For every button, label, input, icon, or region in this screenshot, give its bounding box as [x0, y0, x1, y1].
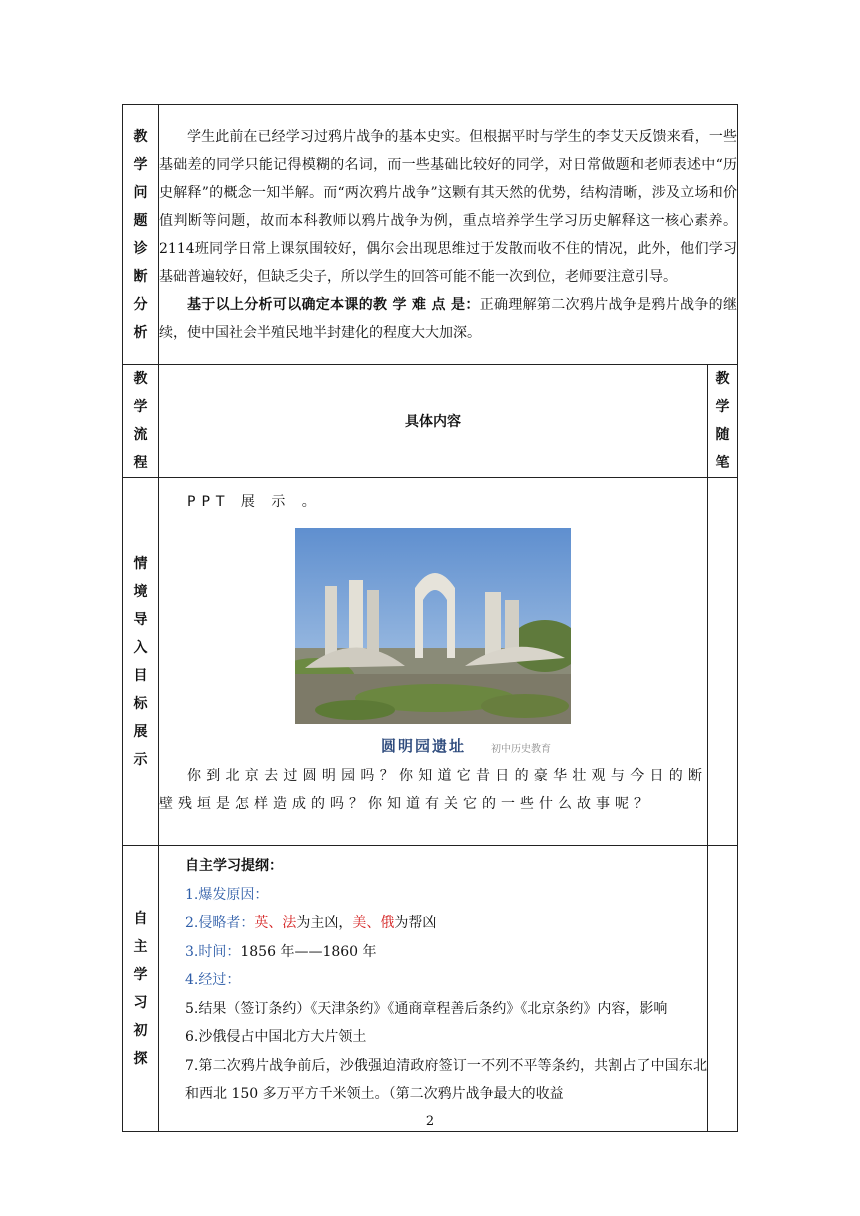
item2-usa: 美: [352, 915, 367, 931]
label-char: 主: [133, 938, 148, 955]
ppt-intro: PPT 展 示 。: [187, 494, 322, 510]
label-char: 问: [133, 184, 148, 201]
item2-sep: 、: [268, 915, 283, 931]
label-char: 入: [133, 639, 148, 656]
notes-cell: [708, 478, 738, 846]
outline-item-4: 4.经过：: [185, 972, 241, 988]
scenario-label: [123, 478, 159, 846]
image-caption-strip: [295, 724, 571, 758]
difficulty-lead: 基于以上分析可以确定本课的教 学 难 点 是：: [187, 296, 480, 313]
image-watermark: 初中历史教育: [491, 744, 551, 755]
diagnosis-paragraph: 学生此前在已经学习过鸦片战争的基本史实。但根据平时与学生的李艾天反馈来看，一些基础差的同学只能记得模糊的名词，而一些基础比较好的同学，对日常做题和老师表述中“历史解释”的概念一知半解。而“两次鸦片战争”这颗有其天然的优势，结构清晰，涉及立场和价值判断等问题，故而本科教师以鸦片战争为例，重点培养学生学习历史解释这一核心素养。2114班同学日常上课氛围较好，偶尔会出现思维过于发散而收不住的情况，此外，他们学习基础普遍较好，但缺乏尖子，所以学生的回答可能不能一次到位，老师要注意引导。: [159, 128, 737, 285]
label-char: 境: [133, 583, 148, 600]
outline-item-5: 5.结果（签订条约）《天津条约》《通商章程善后条约》《北京条约》内容，影响: [185, 1000, 668, 1017]
diagnosis-content: [159, 105, 738, 365]
label-char: 目: [133, 667, 148, 684]
label-char: 流: [133, 427, 148, 443]
label-char: 教: [133, 371, 148, 387]
item2-mid: 为主凶，: [296, 915, 353, 931]
header-row: [123, 365, 738, 478]
ruins-photo: [295, 528, 571, 724]
label-char: 笔: [715, 455, 730, 471]
scenario-content: [159, 478, 708, 846]
label-char: 探: [133, 1050, 148, 1067]
item2-sep: 、: [366, 915, 381, 931]
label-char: 学: [133, 399, 148, 415]
outline-title: 自主学习提纲：: [185, 858, 283, 874]
label-char: 情: [133, 555, 148, 572]
label-char: 展: [133, 723, 148, 740]
scenario-row: [123, 478, 738, 846]
yuanmingyuan-image: [295, 528, 571, 758]
label-char: 析: [133, 324, 148, 341]
label-char: 教: [715, 371, 730, 387]
item2-france: 法: [282, 915, 297, 931]
notes-header-label: [708, 365, 738, 478]
outline-item-6: 6.沙俄侵占中国北方大片领土: [185, 1029, 367, 1045]
outline-item-2: [159, 909, 707, 938]
label-char: 教: [133, 128, 148, 145]
lead-question: 你到北京去过圆明园吗？你知道它昔日的豪华壮观与今日的断壁残垣是怎样造成的吗？你知道有关它的一些什么故事呢？: [159, 768, 707, 812]
label-char: 学: [133, 156, 148, 173]
diagnosis-row: [123, 105, 738, 365]
label-char: 分: [133, 296, 148, 313]
label-char: 习: [133, 994, 148, 1011]
item3-value: 1856 年——1860 年: [240, 943, 377, 960]
outline-item-3: [159, 938, 707, 967]
label-char: 导: [133, 611, 148, 628]
outline-item-1: 1.爆发原因：: [185, 886, 269, 903]
item3-prefix: 3.时间：: [185, 943, 241, 960]
page-number: 2: [425, 1114, 435, 1129]
self-study-row: [123, 846, 738, 1132]
label-char: 学: [715, 399, 730, 415]
label-char: 自: [133, 910, 148, 927]
label-char: 程: [133, 455, 148, 471]
notes-cell: [708, 846, 738, 1132]
label-char: 学: [133, 966, 148, 983]
label-char: 标: [133, 695, 148, 712]
flow-header-label: [123, 365, 159, 478]
label-char: 题: [133, 212, 148, 229]
label-char: 诊: [133, 240, 148, 257]
label-char: 示: [133, 751, 148, 768]
image-caption: 圆明园遗址: [381, 737, 467, 755]
label-char: 初: [133, 1022, 148, 1039]
difficulty-text: 正确理解第二次鸦片战争是鸦片战争的继续，使中国社会半殖民地半封建化的程度大大加深。: [159, 296, 737, 341]
label-char: 断: [133, 268, 148, 285]
self-study-content: [159, 846, 708, 1132]
lesson-plan-table: [122, 104, 738, 1132]
label-char: 随: [715, 427, 730, 443]
outline-item-7: 7.第二次鸦片战争前后，沙俄强迫清政府签订一不列不平等条约，共割占了中国东北和西北 150 多万平方千米领土。（第二次鸦片战争最大的收益: [185, 1057, 707, 1102]
difficulty-paragraph: [159, 291, 737, 347]
diagnosis-label: [123, 105, 159, 365]
item2-end: 为帮凶: [394, 915, 437, 931]
content-header: 具体内容: [159, 365, 708, 478]
item2-prefix: 2.侵略者：: [185, 915, 255, 931]
self-study-label: [123, 846, 159, 1132]
item2-britain: 英: [254, 915, 269, 931]
item2-russia: 俄: [380, 915, 395, 931]
